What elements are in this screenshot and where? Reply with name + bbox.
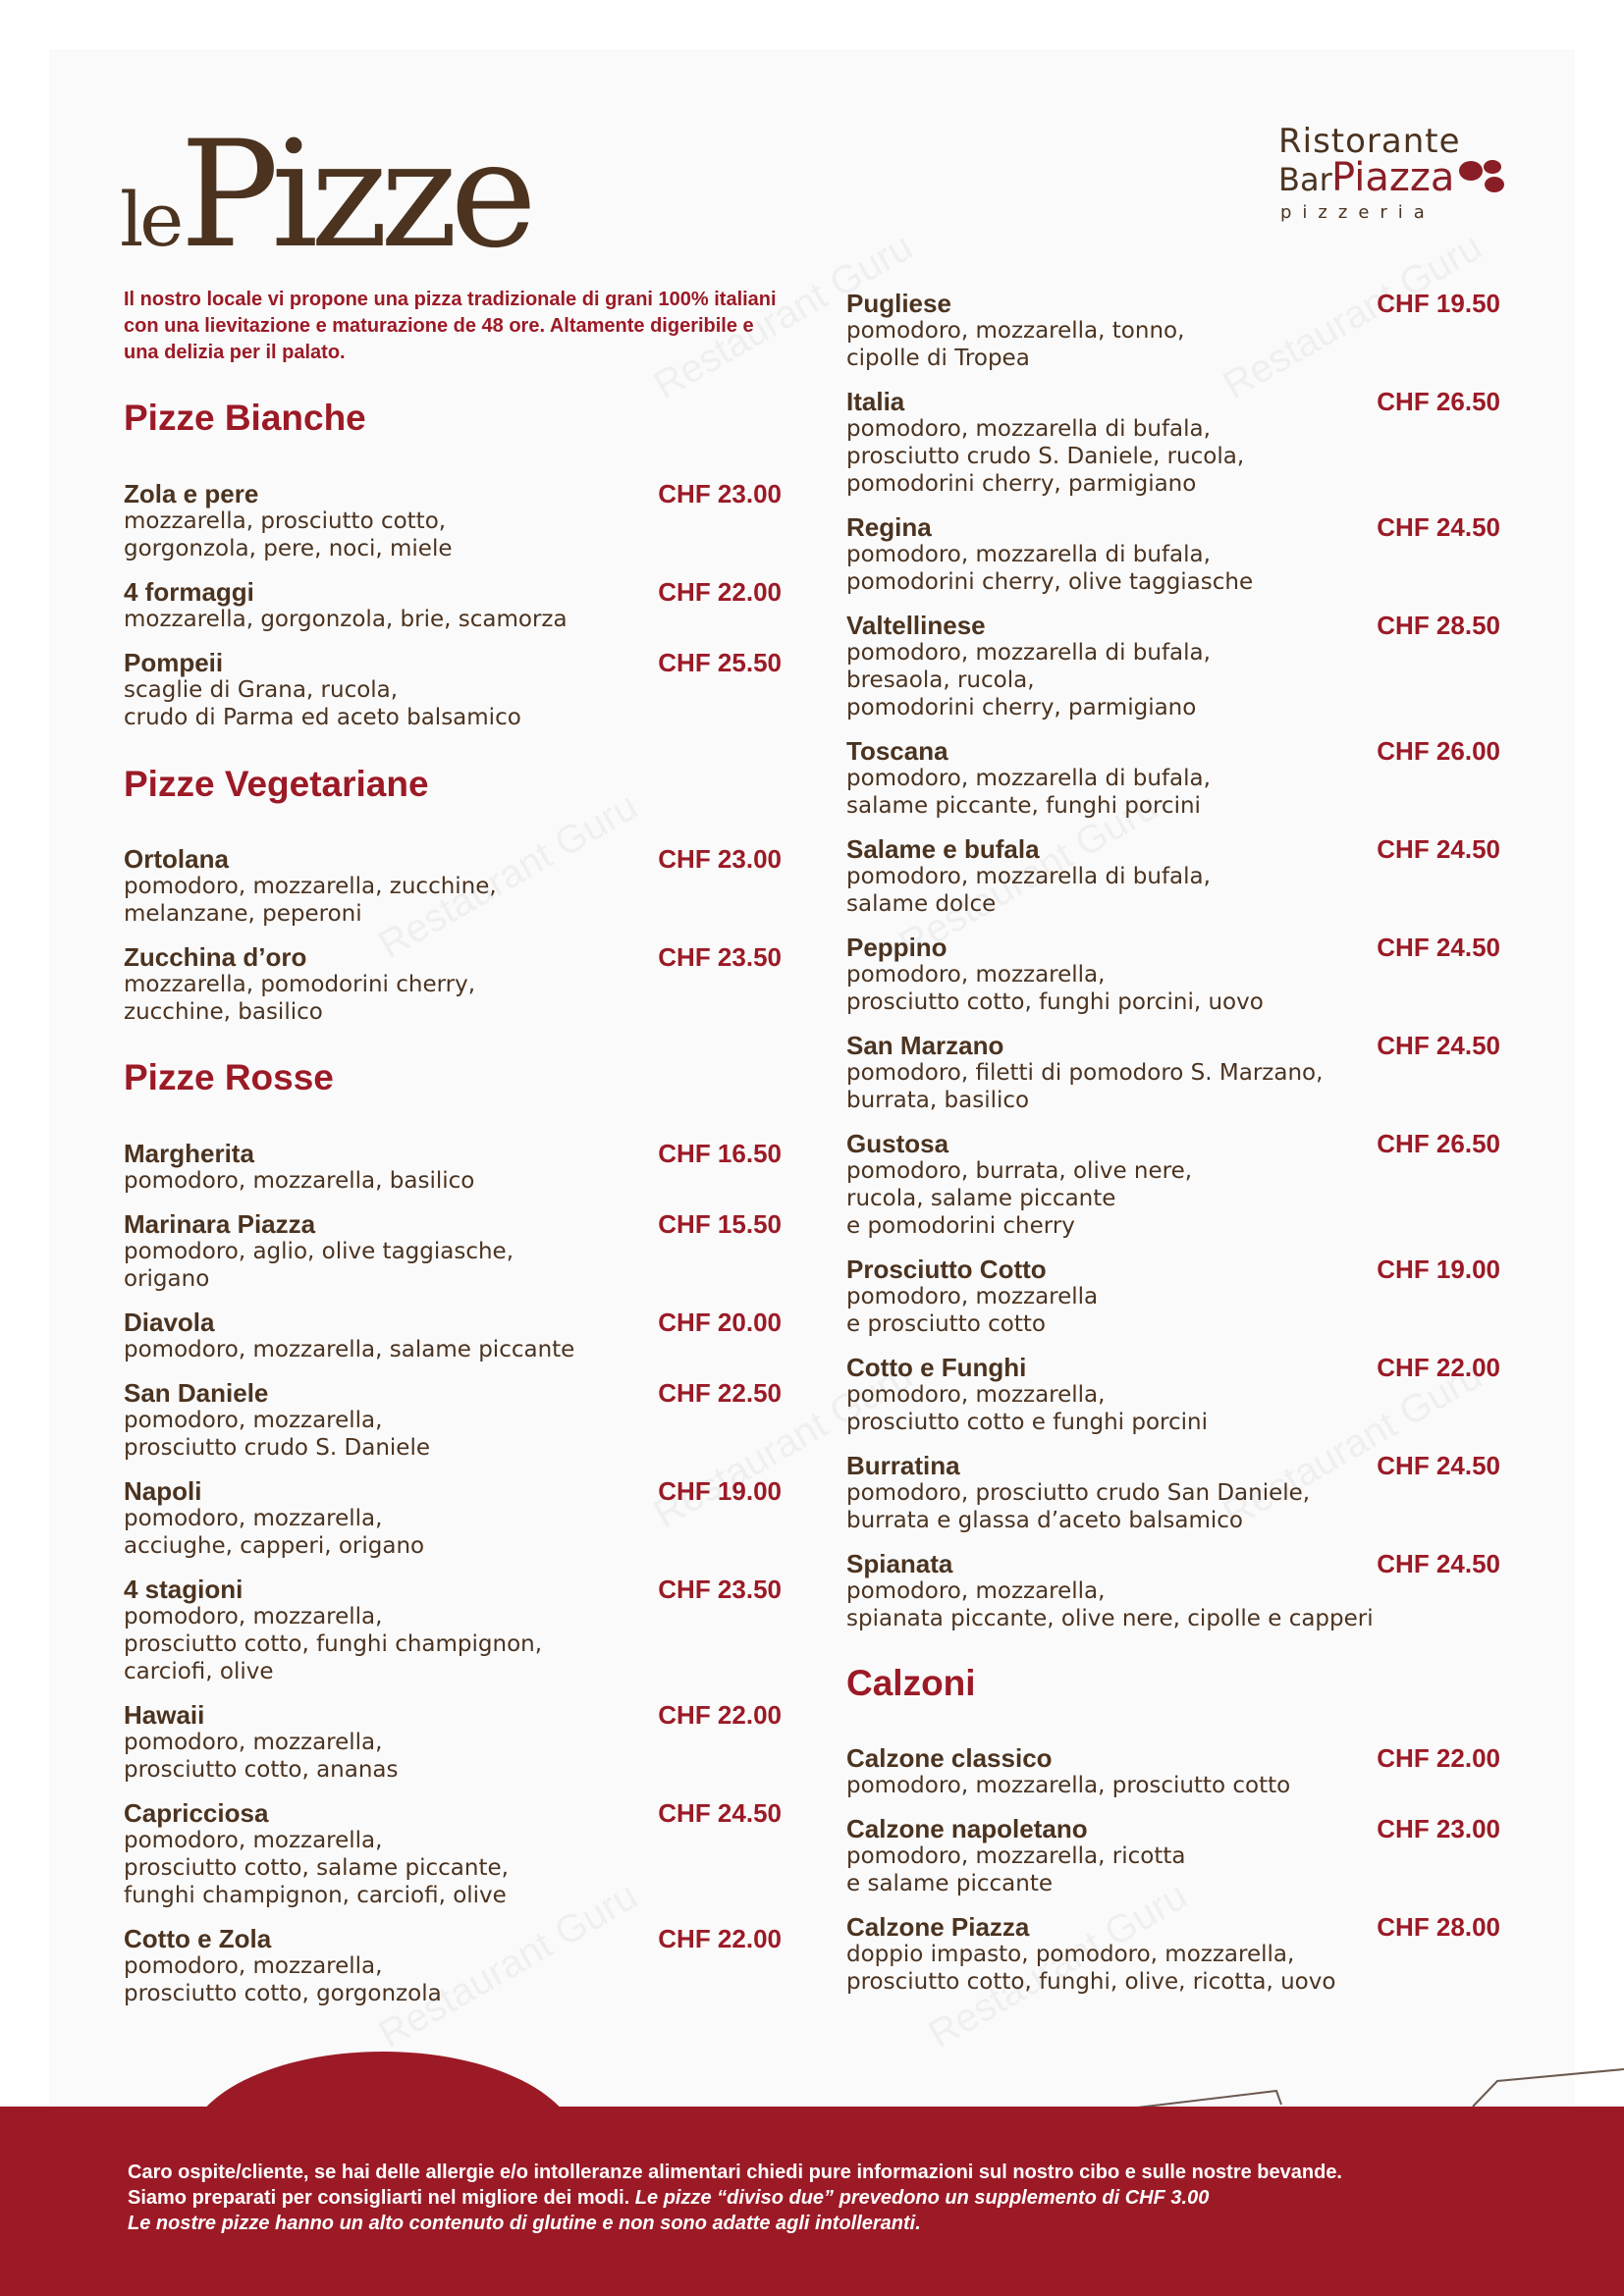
menu-item [124, 845, 782, 928]
item-price: CHF 24.50 [658, 1798, 782, 1828]
menu-item [846, 1913, 1500, 1996]
item-price: CHF 28.50 [1377, 611, 1500, 640]
item-description: pomodoro, mozzarella, ricotta e salame piccante [846, 1843, 1186, 1896]
menu-item [124, 480, 782, 562]
section-title-calzoni: Calzoni [846, 1663, 976, 1703]
item-name: Marinara Piazza [124, 1209, 316, 1239]
item-description: pomodoro, mozzarella, prosciutto cotto, funghi porcini, uovo [846, 962, 1264, 1015]
item-description: pomodoro, filetti di pomodoro S. Marzano, burrata, basilico [846, 1060, 1324, 1113]
item-price: CHF 22.00 [1377, 1743, 1500, 1773]
allergy-notice-line2-plain: Siamo preparati per consigliarti nel migliore dei modi. [128, 2187, 635, 2209]
item-name: Napoli [124, 1476, 202, 1506]
logo-piazza: Piazza [1331, 155, 1455, 200]
item-price: CHF 26.50 [1377, 1129, 1500, 1158]
item-price: CHF 22.50 [658, 1378, 782, 1408]
allergy-notice-line1: Caro ospite/cliente, se hai delle allergie e/o intolleranze alimentari chiedi pure informazioni sul nostro cibo e sulle nostre bevande. [128, 2162, 1342, 2183]
item-name: Zola e pere [124, 479, 259, 508]
item-name: Gustosa [846, 1129, 949, 1158]
item-name: Toscana [846, 736, 948, 766]
item-description: pomodoro, aglio, olive taggiasche, origano [124, 1239, 514, 1292]
intro-text: Il nostro locale vi propone una pizza tradizionale di grani 100% italiani con una lievitazione e maturazione de 48 ore. Altamente digeribile e una delizia per il palato. [124, 289, 777, 363]
menu-item [124, 1925, 782, 2007]
item-name: Burratina [846, 1451, 960, 1480]
logo-pizzeria: pizzeria [1280, 202, 1435, 223]
menu-item [846, 290, 1500, 372]
menu-item [124, 1799, 782, 1909]
item-description: pomodoro, mozzarella, prosciutto cotto [846, 1773, 1291, 1798]
item-name: Ortolana [124, 844, 229, 874]
item-name: Spianata [846, 1549, 953, 1578]
item-price: CHF 19.00 [658, 1476, 782, 1506]
item-description: mozzarella, prosciutto cotto, gorgonzola, pere, noci, miele [124, 508, 453, 561]
section-title-bianche: Pizze Bianche [124, 398, 366, 438]
item-price: CHF 24.50 [1377, 834, 1500, 864]
menu-item [846, 612, 1500, 721]
menu-item [846, 1255, 1500, 1338]
item-description: pomodoro, prosciutto crudo San Daniele, burrata e glassa d’aceto balsamico [846, 1480, 1311, 1533]
item-description: mozzarella, pomodorini cherry, zucchine, basilico [124, 972, 476, 1025]
menu-item [846, 513, 1500, 596]
item-description: mozzarella, gorgonzola, brie, scamorza [124, 607, 568, 632]
menu-item [124, 1140, 782, 1195]
menu-item [846, 835, 1500, 918]
logo-ristorante: Ristorante [1278, 122, 1461, 161]
item-name: Regina [846, 512, 932, 542]
item-name: Valtellinese [846, 611, 986, 640]
item-name: Salame e bufala [846, 834, 1040, 864]
item-name: Hawaii [124, 1700, 205, 1730]
item-price: CHF 23.50 [658, 1575, 782, 1604]
item-price: CHF 23.00 [658, 844, 782, 874]
menu-item [124, 943, 782, 1026]
item-description: pomodoro, mozzarella, prosciutto cotto, gorgonzola [124, 1953, 442, 2006]
item-description: pomodoro, mozzarella, prosciutto crudo S. Daniele [124, 1408, 430, 1461]
item-price: CHF 23.50 [658, 942, 782, 972]
item-name: Margherita [124, 1139, 254, 1168]
item-name: Peppino [846, 933, 947, 962]
gluten-notice: Le nostre pizze hanno un alto contenuto di glutine e non sono adatte agli intolleranti. [128, 2213, 921, 2234]
menu-item [846, 934, 1500, 1016]
item-name: Italia [846, 387, 905, 416]
allergy-notice [128, 2160, 1522, 2236]
item-name: San Daniele [124, 1378, 269, 1408]
menu-item [124, 1379, 782, 1462]
page-title [120, 110, 529, 281]
item-price: CHF 26.00 [1377, 736, 1500, 766]
menu-item [124, 1210, 782, 1293]
item-name: Diavola [124, 1308, 215, 1337]
item-price: CHF 23.00 [1377, 1814, 1500, 1843]
menu-item [124, 1477, 782, 1560]
item-description: doppio impasto, pomodoro, mozzarella, prosciutto cotto, funghi, olive, ricotta, uovo [846, 1942, 1336, 1995]
item-name: Cotto e Funghi [846, 1353, 1027, 1382]
restaurant-logo [1267, 122, 1512, 230]
title-pizze: Pizze [180, 110, 530, 281]
item-name: Calzone Piazza [846, 1912, 1030, 1942]
item-description: pomodoro, mozzarella, prosciutto cotto, ananas [124, 1730, 399, 1783]
menu-item [124, 1575, 782, 1685]
item-price: CHF 24.50 [1377, 1031, 1500, 1060]
item-description: pomodoro, burrata, olive nere, rucola, salame piccante e pomodorini cherry [846, 1158, 1193, 1239]
item-price: CHF 22.00 [658, 577, 782, 607]
item-name: Pugliese [846, 289, 951, 318]
item-price: CHF 22.00 [1377, 1353, 1500, 1382]
item-name: 4 formaggi [124, 577, 254, 607]
title-le: le [120, 176, 181, 263]
item-price: CHF 24.50 [1377, 1451, 1500, 1480]
menu-item [124, 649, 782, 731]
item-price: CHF 26.50 [1377, 387, 1500, 416]
item-price: CHF 15.50 [658, 1209, 782, 1239]
section-title-vegetariane: Pizze Vegetariane [124, 764, 429, 804]
split-pizza-supplement-note: Le pizze “diviso due” prevedono un supplemento di CHF 3.00 [634, 2187, 1210, 2209]
item-description: pomodoro, mozzarella di bufala, bresaola, rucola, pomodorini cherry, parmigiano [846, 640, 1211, 721]
item-description: pomodoro, mozzarella, spianata piccante, olive nere, cipolle e capperi [846, 1578, 1374, 1631]
allergy-notice-line2 [128, 2185, 1522, 2211]
item-description: pomodoro, mozzarella, prosciutto cotto e funghi porcini [846, 1382, 1208, 1435]
item-description: pomodoro, mozzarella di bufala, prosciutto crudo S. Daniele, rucola, pomodorini cherry, parmigiano [846, 416, 1245, 497]
section-title-rosse: Pizze Rosse [124, 1057, 334, 1097]
item-price: CHF 25.50 [658, 648, 782, 677]
logo-dots-icon [1455, 157, 1514, 196]
item-description: pomodoro, mozzarella, basilico [124, 1168, 475, 1194]
item-price: CHF 19.50 [1377, 289, 1500, 318]
item-description: pomodoro, mozzarella di bufala, pomodorini cherry, olive taggiasche [846, 542, 1254, 595]
menu-item [846, 1815, 1500, 1897]
item-description: pomodoro, mozzarella, tonno, cipolle di Tropea [846, 318, 1185, 371]
item-name: Prosciutto Cotto [846, 1255, 1047, 1284]
item-description: pomodoro, mozzarella, salame piccante [124, 1337, 575, 1362]
item-description: pomodoro, mozzarella e prosciutto cotto [846, 1284, 1099, 1337]
item-description: pomodoro, mozzarella di bufala, salame piccante, funghi porcini [846, 766, 1211, 819]
menu-item [124, 578, 782, 633]
item-name: San Marzano [846, 1031, 1004, 1060]
item-price: CHF 24.50 [1377, 1549, 1500, 1578]
item-price: CHF 24.50 [1377, 933, 1500, 962]
logo-bar: Bar [1278, 161, 1332, 198]
menu-item [846, 1130, 1500, 1240]
item-name: Cotto e Zola [124, 1924, 272, 1953]
item-name: Calzone napoletano [846, 1814, 1088, 1843]
item-price: CHF 28.00 [1377, 1912, 1500, 1942]
menu-item [846, 1032, 1500, 1114]
item-name: Zucchina d’oro [124, 942, 307, 972]
item-price: CHF 22.00 [658, 1924, 782, 1953]
item-price: CHF 19.00 [1377, 1255, 1500, 1284]
item-description: pomodoro, mozzarella, prosciutto cotto, salame piccante, funghi champignon, carciofi, olive [124, 1828, 509, 1908]
menu-item [846, 1550, 1500, 1632]
menu-item [124, 1308, 782, 1363]
menu-item [846, 388, 1500, 498]
item-description: scaglie di Grana, rucola, crudo di Parma ed aceto balsamico [124, 677, 521, 730]
item-description: pomodoro, mozzarella di bufala, salame dolce [846, 864, 1211, 917]
item-description: pomodoro, mozzarella, prosciutto cotto, funghi champignon, carciofi, olive [124, 1604, 543, 1684]
menu-item [124, 1701, 782, 1784]
menu-item [846, 1354, 1500, 1436]
item-name: Capricciosa [124, 1798, 269, 1828]
item-description: pomodoro, mozzarella, acciughe, capperi, origano [124, 1506, 425, 1559]
item-name: Pompeii [124, 648, 224, 677]
menu-item [846, 737, 1500, 820]
item-name: 4 stagioni [124, 1575, 244, 1604]
item-price: CHF 16.50 [658, 1139, 782, 1168]
item-price: CHF 23.00 [658, 479, 782, 508]
item-description: pomodoro, mozzarella, zucchine, melanzane, peperoni [124, 874, 497, 927]
item-price: CHF 24.50 [1377, 512, 1500, 542]
item-name: Calzone classico [846, 1743, 1053, 1773]
item-price: CHF 20.00 [658, 1308, 782, 1337]
menu-item [846, 1744, 1500, 1799]
item-price: CHF 22.00 [658, 1700, 782, 1730]
menu-item [846, 1452, 1500, 1534]
